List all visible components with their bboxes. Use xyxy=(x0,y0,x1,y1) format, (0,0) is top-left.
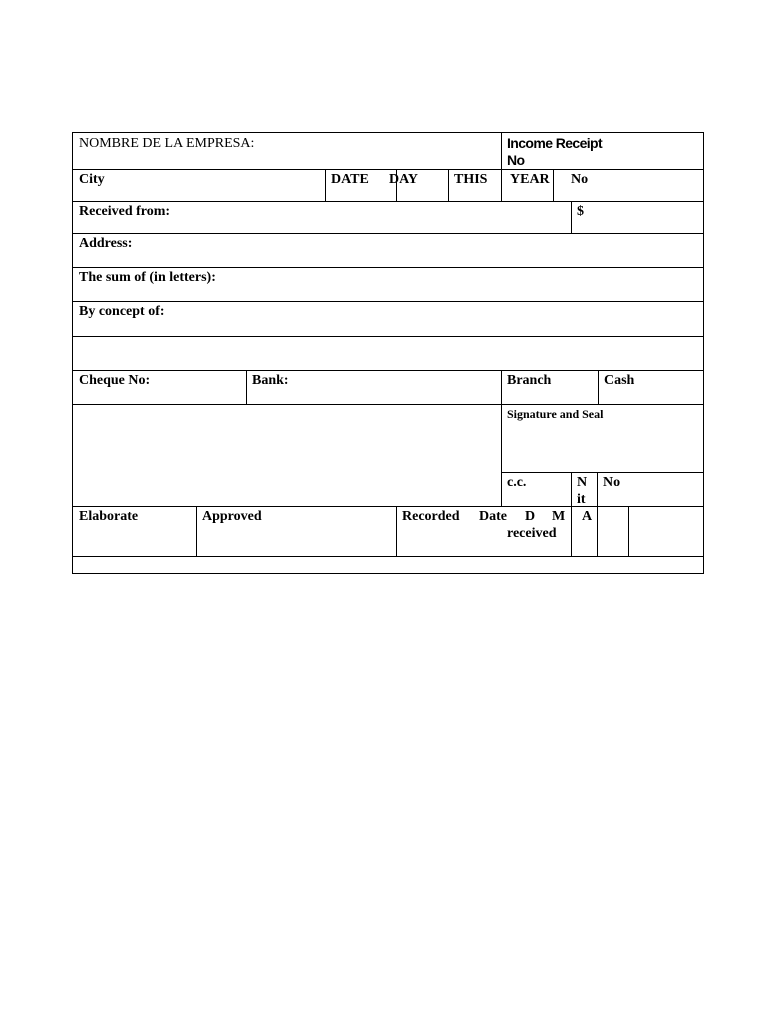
row-divider xyxy=(73,301,703,302)
date-received-label: Date xyxy=(479,509,507,524)
row-divider xyxy=(73,404,703,405)
received-from-label: Received from: xyxy=(79,204,171,219)
column-divider xyxy=(501,169,502,201)
day-label: DAY xyxy=(389,172,419,187)
income-receipt-form xyxy=(72,132,704,574)
column-divider xyxy=(553,169,554,201)
row-divider xyxy=(73,233,703,234)
row-divider xyxy=(73,506,703,507)
receipt-title xyxy=(501,133,641,169)
elaborate-label: Elaborate xyxy=(79,509,139,524)
year-a-label: A xyxy=(582,509,593,524)
receipt-title-line1: Income Receipt xyxy=(507,135,603,151)
sum-in-letters-label: The sum of (in letters): xyxy=(79,270,216,285)
company-name-label: NOMBRE DE LA EMPRESA: xyxy=(79,136,255,151)
date-label: DATE xyxy=(331,172,369,187)
year-label: YEAR xyxy=(510,172,550,187)
nit-label xyxy=(571,472,587,508)
approved-label: Approved xyxy=(202,509,262,524)
concept-label: By concept of: xyxy=(79,304,165,319)
signature-seal-label: Signature and Seal xyxy=(507,407,604,421)
row-divider xyxy=(73,556,703,557)
address-label: Address: xyxy=(79,236,133,251)
month-m-label: M xyxy=(552,509,566,524)
branch-label: Branch xyxy=(507,373,552,388)
bank-label: Bank: xyxy=(252,373,289,388)
amount-dollar-label: $ xyxy=(577,204,584,219)
receipt-number-label: No xyxy=(571,172,589,187)
receipt-title-line2: No xyxy=(507,152,525,168)
nit-label-line1: N xyxy=(577,475,588,490)
row-divider xyxy=(73,336,703,337)
this-label: THIS xyxy=(454,172,488,187)
cc-label: c.c. xyxy=(507,475,527,490)
nit-label-line2: it xyxy=(577,492,586,507)
nit-number-label: No xyxy=(603,475,621,490)
received-label: received xyxy=(507,526,557,541)
day-d-label: D xyxy=(525,509,536,524)
recorded-label: Recorded xyxy=(402,509,460,524)
cheque-number-label: Cheque No: xyxy=(79,373,151,388)
column-divider xyxy=(628,506,629,556)
cash-label: Cash xyxy=(604,373,635,388)
city-label: City xyxy=(79,172,105,187)
